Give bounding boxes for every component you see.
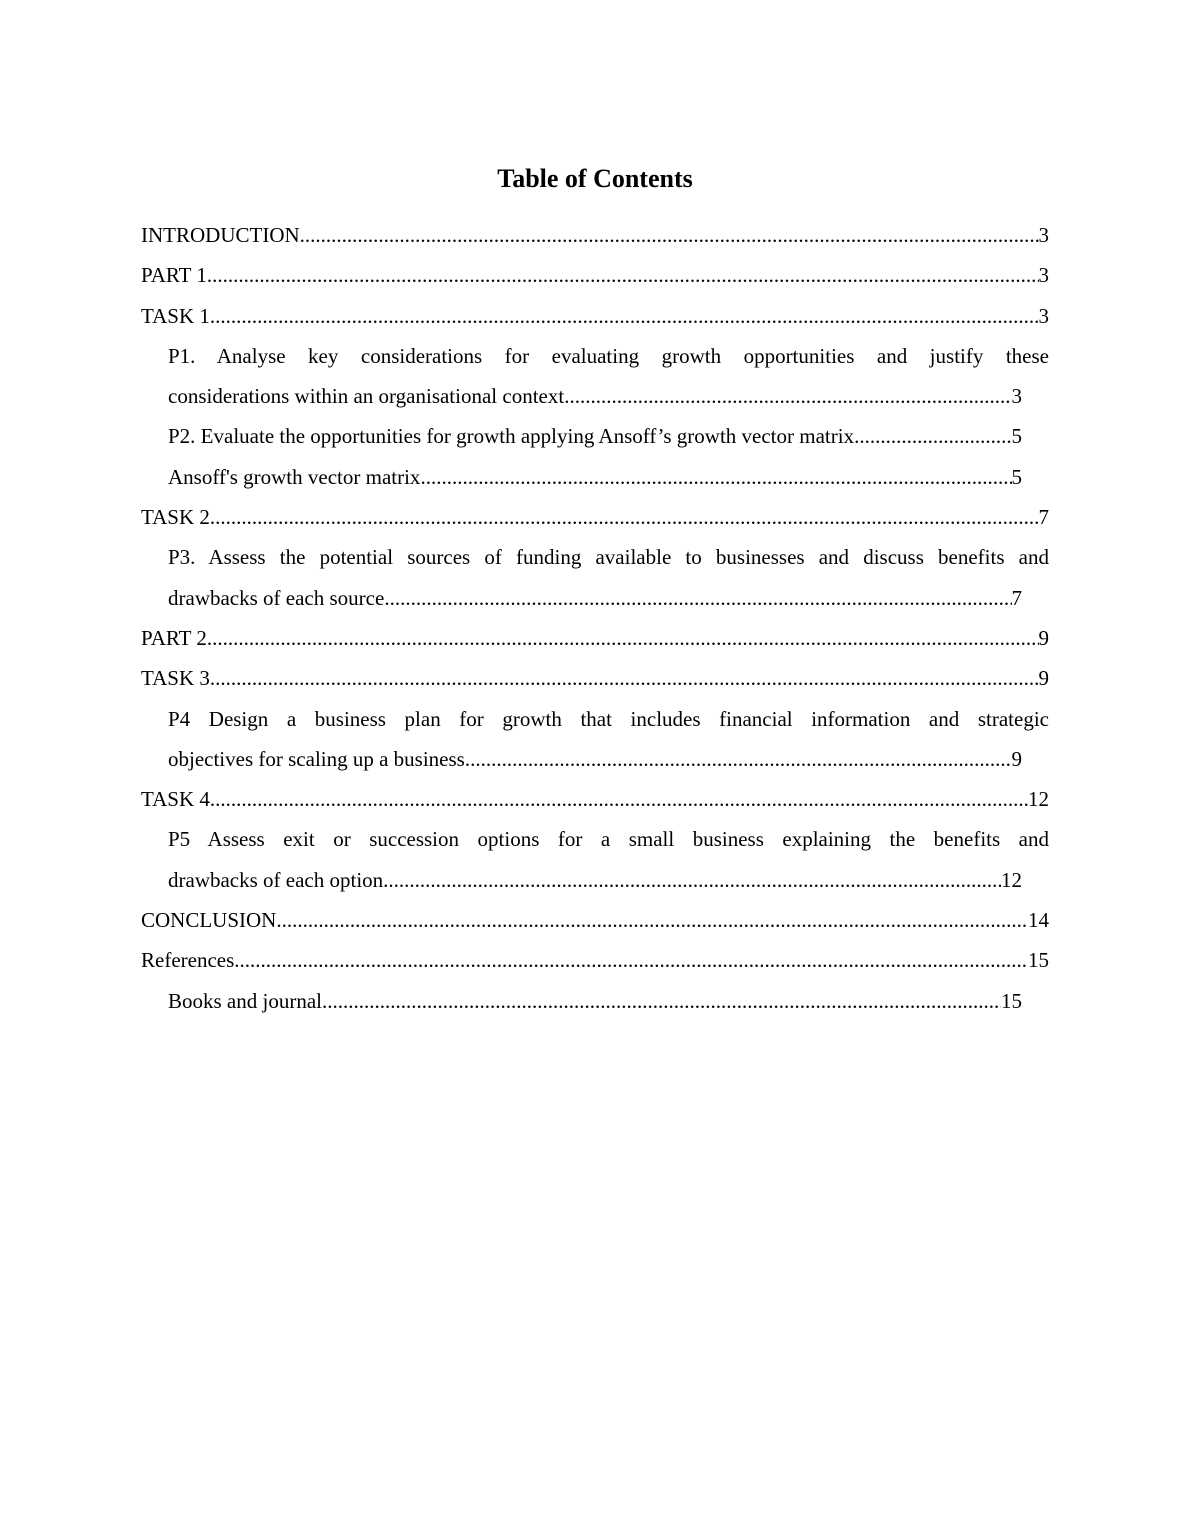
toc-page-number: 3 (1038, 223, 1049, 247)
dot-leader (300, 215, 1039, 255)
dot-leader (210, 497, 1039, 537)
dot-leader (383, 860, 1001, 900)
dot-leader (207, 618, 1039, 658)
toc-entry-p5[interactable] (168, 819, 1049, 900)
toc-entry-text: References (141, 948, 235, 973)
toc-entry-text-line-1: P1. Analyse key considerations for evaluating growth opportunities and justify these (168, 343, 1049, 368)
toc-page-number: 15 (1001, 988, 1022, 1013)
toc-entry-p3[interactable] (168, 537, 1049, 618)
dot-leader (276, 900, 1028, 940)
dot-leader (210, 779, 1028, 819)
toc-page-number: 5 (1011, 464, 1022, 489)
toc-entry-task-4[interactable] (141, 779, 1049, 819)
toc-entry-text: TASK 2 (141, 505, 210, 530)
dot-leader (564, 376, 1011, 416)
toc-list (141, 215, 1049, 1021)
toc-page-number: 12 (1001, 867, 1022, 892)
toc-entry-task-2[interactable] (141, 497, 1049, 537)
toc-entry-text: PART 1 (141, 263, 207, 288)
toc-entry-p1[interactable] (168, 336, 1049, 417)
toc-entry-part-2[interactable] (141, 618, 1049, 658)
toc-entry-references[interactable] (141, 940, 1049, 980)
toc-entry-text-line-2: drawbacks of each source (168, 585, 385, 610)
toc-page-number: 7 (1011, 585, 1022, 610)
toc-page-number: 3 (1038, 263, 1049, 288)
toc-entry-text: P2. Evaluate the opportunities for growth applying Ansoff’s growth vector matrix (168, 424, 855, 449)
toc-entry-text: TASK 4 (141, 787, 210, 812)
toc-page-number: 3 (1011, 384, 1022, 409)
toc-entry-text-line-2: drawbacks of each option (168, 867, 384, 892)
toc-entry-text-line-2: objectives for scaling up a business (168, 746, 465, 771)
dot-leader (420, 457, 1011, 497)
toc-entry-text: TASK 1 (141, 303, 210, 328)
toc-page-number: 9 (1038, 625, 1049, 650)
dot-leader (465, 739, 1012, 779)
toc-entry-text: INTRODUCTION (141, 223, 300, 247)
toc-entry-introduction[interactable] (141, 215, 1049, 255)
toc-page-number: 12 (1028, 787, 1049, 812)
toc-entry-conclusion[interactable] (141, 900, 1049, 940)
toc-page-number: 7 (1038, 505, 1049, 530)
dot-leader (210, 296, 1039, 336)
toc-entry-text-line-1: P5 Assess exit or succession options for a small business explaining the benefits and (168, 827, 1049, 852)
dot-leader (384, 578, 1011, 618)
dot-leader (322, 981, 1001, 1021)
dot-leader (207, 255, 1039, 295)
toc-page-number: 9 (1011, 746, 1022, 771)
toc-entry-text: PART 2 (141, 625, 207, 650)
toc-entry-text-line-2: considerations within an organisational context (168, 384, 565, 409)
toc-page-number: 5 (1011, 424, 1022, 449)
toc-page-number: 14 (1028, 908, 1049, 933)
toc-entry-books-and-journal[interactable] (168, 981, 1022, 1021)
toc-page-number: 3 (1038, 303, 1049, 328)
toc-entry-text: Ansoff's growth vector matrix (168, 464, 421, 489)
toc-entry-text: Books and journal (168, 988, 322, 1013)
dot-leader (210, 658, 1039, 698)
toc-entry-p2[interactable] (168, 416, 1022, 456)
toc-page-number: 15 (1028, 948, 1049, 973)
dot-leader (854, 416, 1011, 456)
toc-entry-task-1[interactable] (141, 296, 1049, 336)
toc-title: Table of Contents (497, 164, 693, 193)
toc-page-number: 9 (1038, 666, 1049, 691)
toc-entry-ansoff[interactable] (168, 457, 1022, 497)
toc-entry-text: TASK 3 (141, 666, 210, 691)
toc-entry-task-3[interactable] (141, 658, 1049, 698)
dot-leader (234, 940, 1028, 980)
toc-entry-text-line-1: P4 Design a business plan for growth that includes financial information and strategic (168, 706, 1049, 731)
toc-entry-p4[interactable] (168, 699, 1049, 780)
toc-entry-text: CONCLUSION (141, 908, 277, 933)
toc-entry-text-line-1: P3. Assess the potential sources of funding available to businesses and discuss benefits and (168, 545, 1049, 570)
toc-entry-part-1[interactable] (141, 255, 1049, 295)
